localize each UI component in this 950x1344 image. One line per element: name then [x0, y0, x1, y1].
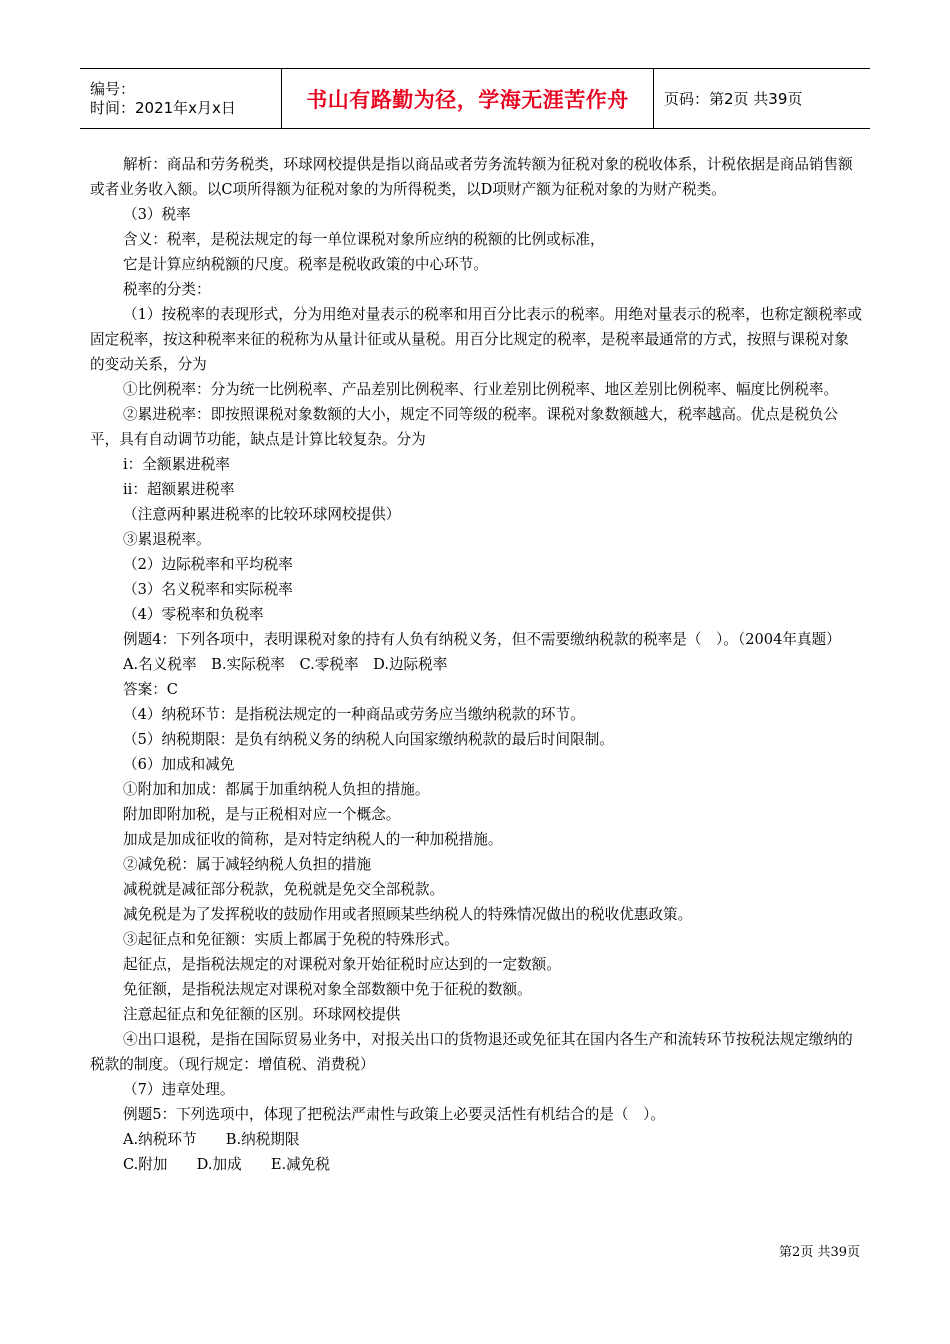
- paragraph: 含义：税率，是税法规定的每一单位课税对象所应纳的税额的比例或标准，: [123, 231, 605, 248]
- paragraph: （2）边际税率和平均税率: [123, 556, 293, 573]
- paragraph: 税率的分类：: [123, 281, 211, 298]
- paragraph: （4）纳税环节：是指税法规定的一种商品或劳务应当缴纳税款的环节。: [123, 706, 585, 723]
- header-meta: [80, 69, 281, 128]
- paragraph: ①比例税率：分为统一比例税率、产品差别比例税率、行业差别比例税率、地区差别比例税率、幅度比例税率。: [123, 381, 839, 398]
- paragraph: ④出口退税，是指在国际贸易业务中，对报关出口的货物退还或免征其在国内各生产和流转环节按税法规定缴纳的税款的制度。（现行规定：增值税、消费税）: [90, 1031, 853, 1073]
- paragraph: （1）按税率的表现形式，分为用绝对量表示的税率和用百分比表示的税率。用绝对量表示的税率，也称定额税率或固定税率，按这种税率来征的税称为从量计征或从量税。用百分比规定的税率，是税率最通常的方式，按照与课税对象的变动关系，分为: [90, 306, 862, 373]
- paragraph: 免征额，是指税法规定对课税对象全部数额中免于征税的数额。: [123, 981, 532, 998]
- paragraph: （3）名义税率和实际税率: [123, 581, 293, 598]
- paragraph: ③起征点和免征额：实质上都属于免税的特殊形式。: [123, 931, 459, 948]
- header-page-number: 页码：第2页 共39页: [664, 90, 803, 108]
- paragraph: （3）税率: [123, 206, 191, 223]
- paragraph: 答案：C: [123, 681, 178, 698]
- paragraph: 例题4：下列各项中，表明课税对象的持有人负有纳税义务，但不需要缴纳税款的税率是（ ）。（2004年真题）: [123, 631, 841, 648]
- paragraph: ③累退税率。: [123, 531, 211, 548]
- header-motto-cell: [281, 69, 654, 128]
- document-number-label: 编号：: [90, 79, 136, 98]
- paragraph: 注意起征点和免征额的区别。环球网校提供: [123, 1006, 401, 1023]
- paragraph: 附加即附加税，是与正税相对应一个概念。: [123, 806, 401, 823]
- paragraph: ⅱ：超额累进税率: [123, 481, 235, 498]
- paragraph: C.附加 D.加成 E.减免税: [123, 1156, 330, 1173]
- document-date-label: 时间：2021年x月x日: [90, 98, 236, 117]
- paragraph: ①附加和加成：都属于加重纳税人负担的措施。: [123, 781, 430, 798]
- paragraph: （7）违章处理。: [123, 1081, 235, 1098]
- paragraph: ⅰ：全额累进税率: [123, 456, 230, 473]
- paragraph: （注意两种累进税率的比较环球网校提供）: [123, 506, 401, 523]
- paragraph: A.名义税率 B.实际税率 C.零税率 D.边际税率: [123, 656, 448, 673]
- paragraph: 减免税是为了发挥税收的鼓励作用或者照顾某些纳税人的特殊情况做出的税收优惠政策。: [123, 906, 693, 923]
- footer-page-number: 第2页 共39页: [779, 1245, 860, 1260]
- paragraph: （5）纳税期限：是负有纳税义务的纳税人向国家缴纳税款的最后时间限制。: [123, 731, 614, 748]
- paragraph: 加成是加成征收的简称，是对特定纳税人的一种加税措施。: [123, 831, 503, 848]
- paragraph: 起征点，是指税法规定的对课税对象开始征税时应达到的一定数额。: [123, 956, 561, 973]
- header-motto: 书山有路勤为径，学海无涯苦作舟: [306, 87, 629, 112]
- header-page-cell: [654, 69, 870, 128]
- paragraph: 例题5：下列选项中，体现了把税法严肃性与政策上必要灵活性有机结合的是（ ）。: [123, 1106, 665, 1123]
- paragraph: （6）加成和减免: [123, 756, 235, 773]
- paragraph: 解析：商品和劳务税类，环球网校提供是指以商品或者劳务流转额为征税对象的税收体系，计税依据是商品销售额或者业务收入额。以C项所得额为征税对象的为所得税类，以D项财产额为征税对象的为财产税类。: [90, 156, 853, 198]
- page-footer: [779, 1244, 860, 1262]
- page-header: [80, 68, 870, 129]
- paragraph: A.纳税环节 B.纳税期限: [123, 1131, 300, 1148]
- paragraph: 它是计算应纳税额的尺度。税率是税收政策的中心环节。: [123, 256, 488, 273]
- paragraph: ②减免税：属于减轻纳税人负担的措施: [123, 856, 372, 873]
- paragraph: 减税就是减征部分税款，免税就是免交全部税款。: [123, 881, 445, 898]
- document-body: [90, 152, 862, 1177]
- paragraph: （4）零税率和负税率: [123, 606, 264, 623]
- paragraph: ②累进税率：即按照课税对象数额的大小，规定不同等级的税率。课税对象数额越大，税率越高。优点是税负公平，具有自动调节功能，缺点是计算比较复杂。分为: [90, 406, 839, 448]
